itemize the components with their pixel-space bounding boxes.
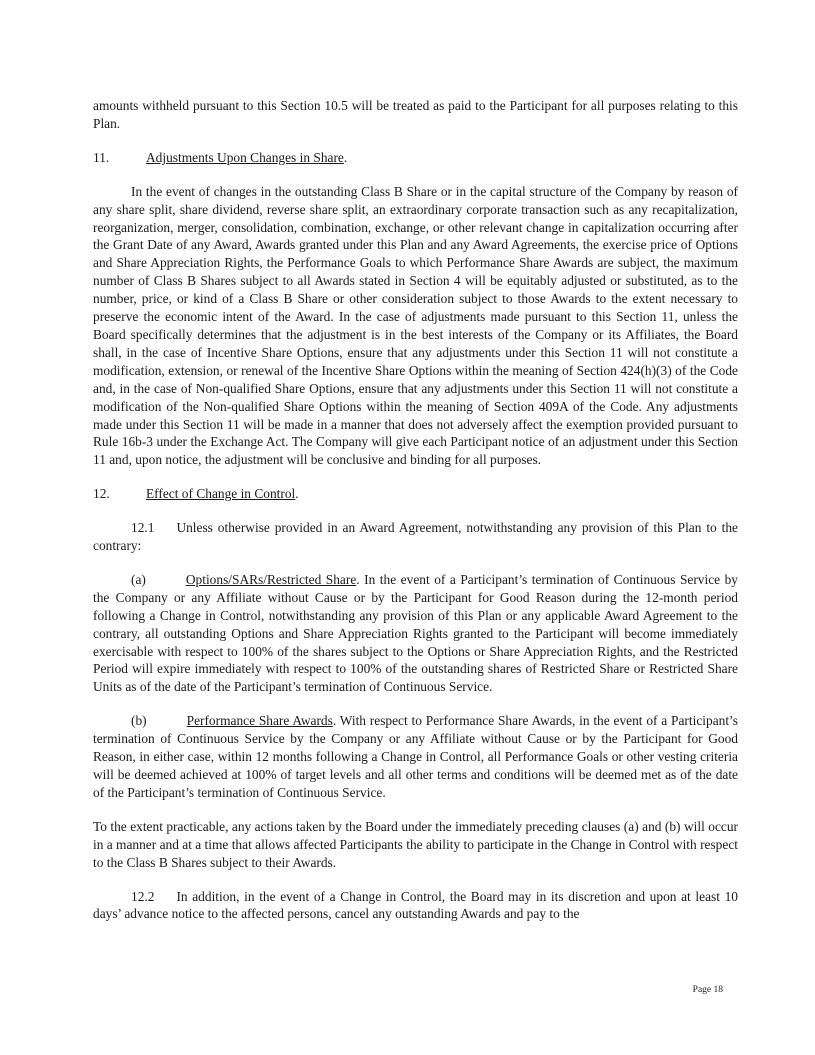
section-12-2-text: In addition, in the event of a Change in Control, the Board may in its discretion and upon at least 10 days’ advance notice to the affected persons, cancel any outstanding Awards and pay to the: [93, 888, 738, 922]
section-12-number: 12.: [93, 486, 110, 502]
paragraph-section-12-2: [93, 888, 738, 924]
section-11-heading-period: .: [343, 149, 348, 165]
paragraph-section-12-1: [93, 519, 738, 555]
section-12-1-number: 12.1: [131, 520, 155, 536]
page-number: Page 18: [692, 985, 723, 995]
paragraph-clause-a: [93, 571, 738, 696]
paragraph-board-actions: To the extent practicable, any actions taken by the Board under the immediately preceding clauses (a) and (b) will occur in a manner and at a time that allows affected Participants the ability to participate in the Change in Control with respect to the Class B Shares subject to their Awards.: [93, 818, 738, 870]
clause-a-letter: (a): [131, 571, 146, 587]
section-12-title: Effect of Change in Control: [146, 486, 296, 502]
document-body: [93, 97, 738, 939]
clause-b-text: . With respect to Performance Share Awards, in the event of a Participant’s termination of Continuous Service by the Company or any Affiliate without Cause or by the Participant for Good Reason, in either case, within 12 months following a Change in Control, all Performance Goals or other vesting criteria will be deemed achieved at 100% of target levels and all other terms and conditions will be deemed met as of the date of the Participant’s termination of Continuous Service.: [93, 713, 738, 800]
clause-a-text: . In the event of a Participant’s termination of Continuous Service by the Company or any Affiliate without Cause or by the Participant for Good Reason during the 12-month period following a Change in Control, notwithstanding any provision of this Plan or any applicable Award Agreement to the contrary, all outstanding Options and Share Appreciation Rights granted to the Participant will become immediately exercisable with respect to 100% of the shares subject to the Options or Share Appreciation Rights, and the Restricted Period will expire immediately with respect to 100% of the outstanding shares of Restricted Share or Restricted Share Units as of the date of the Participant’s termination of Continuous Service.: [93, 571, 739, 695]
clause-a-title: Options/SARs/Restricted Share: [185, 571, 357, 587]
paragraph-clause-b: [93, 712, 738, 802]
section-12-heading: [93, 485, 738, 503]
paragraph-section-10-5-continuation: amounts withheld pursuant to this Section 10.5 will be treated as paid to the Participant for all purposes relating to this Plan.: [93, 98, 738, 131]
section-12-2-number: 12.2: [131, 888, 155, 904]
clause-b-title: Performance Share Awards: [186, 713, 333, 729]
section-11-number: 11.: [93, 149, 110, 165]
section-11-heading: [93, 149, 738, 167]
clause-b-letter: (b): [131, 713, 147, 729]
section-12-1-text: Unless otherwise provided in an Award Agreement, notwithstanding any provision of this Plan to the contrary:: [93, 520, 738, 554]
section-11-title: Adjustments Upon Changes in Share: [146, 149, 344, 165]
paragraph-section-11-body: In the event of changes in the outstanding Class B Share or in the capital structure of the Company by reason of any share split, share dividend, reverse share split, an extraordinary corporate transaction such as any recapitalization, reorganization, merger, consolidation, combination, exchange, or other relevant change in capitalization occurring after the Grant Date of any Award, Awards granted under this Plan and any Award Agreements, the exercise price of Options and Share Appreciation Rights, the Performance Goals to which Performance Share Awards are subject, the maximum number of Class B Shares subject to all Awards stated in Section 4 will be equitably adjusted or substituted, as to the number, price, or kind of a Class B Share or other consideration subject to those Awards to the extent necessary to preserve the economic intent of the Award. In the case of adjustments made pursuant to this Section 11, unless the Board specifically determines that the adjustment is in the best interests of the Company or its Affiliates, the Board shall, in the case of Incentive Share Options, ensure that any adjustments under this Section 11 will not constitute a modification, extension, or renewal of the Incentive Share Options within the meaning of Section 424(h)(3) of the Code and, in the case of Non-qualified Share Options, ensure that any adjustments under this Section 11 will not constitute a modification of the Non-qualified Share Options within the meaning of Section 409A of the Code. Any adjustments made under this Section 11 will be made in a manner that does not adversely affect the exemption provided pursuant to Rule 16b-3 under the Exchange Act. The Company will give each Participant notice of an adjustment under this Section 11 and, upon notice, the adjustment will be conclusive and binding for all purposes.: [93, 183, 738, 468]
section-12-heading-period: .: [295, 486, 299, 502]
